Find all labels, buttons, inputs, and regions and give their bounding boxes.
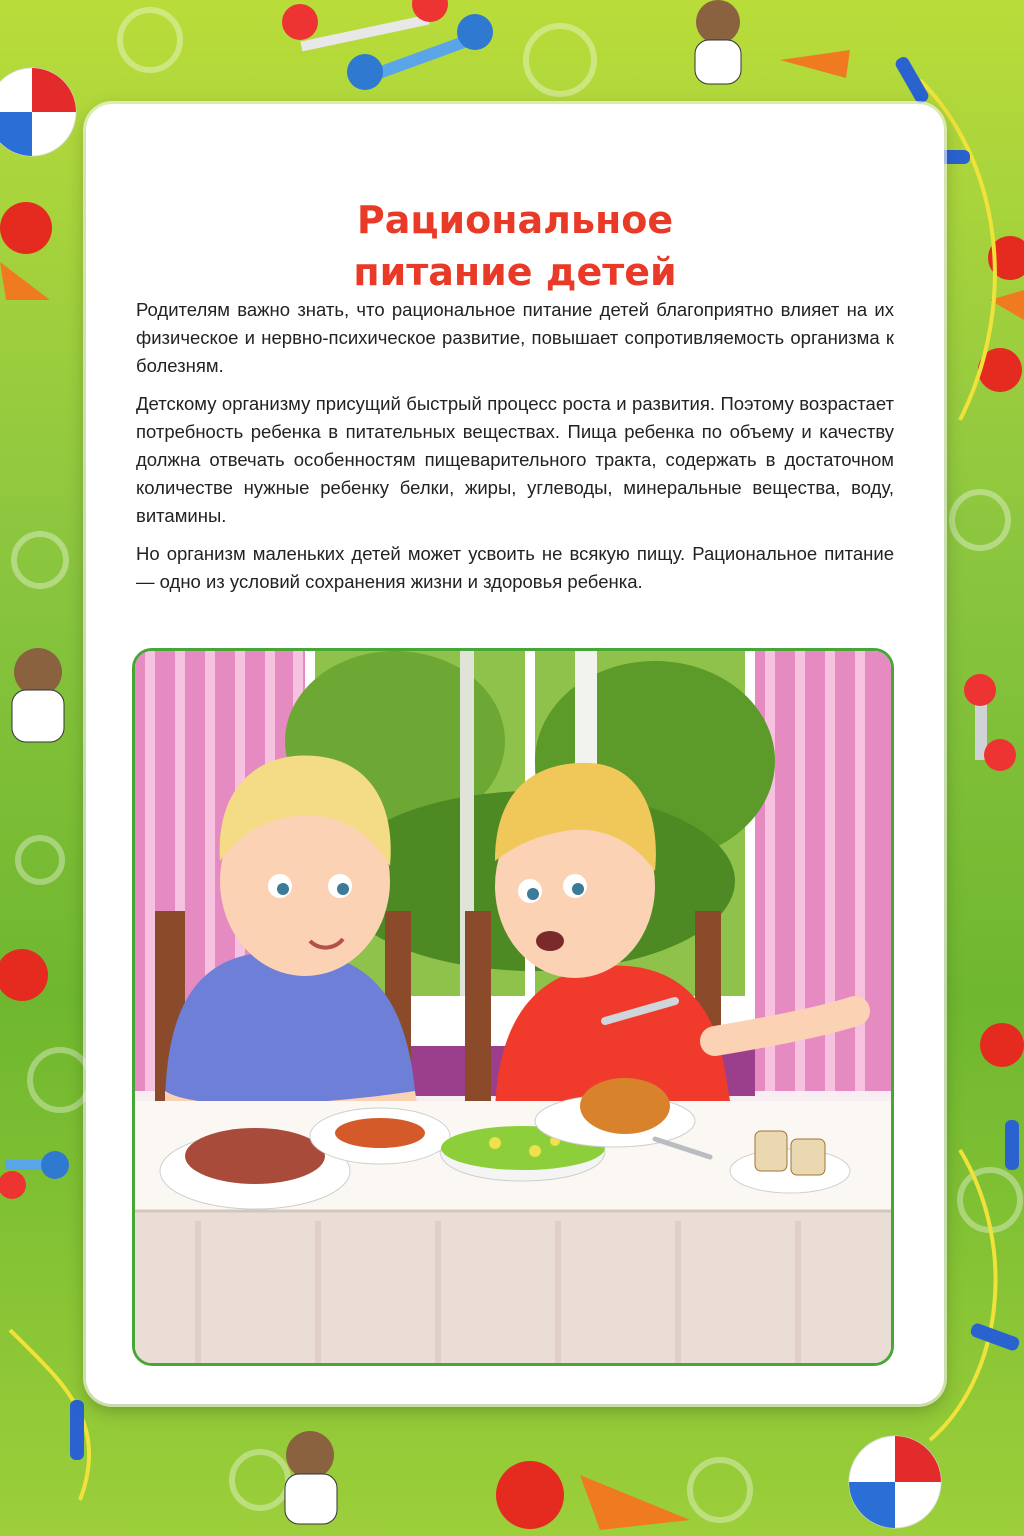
title-line-2: питание детей bbox=[353, 250, 677, 294]
illustration-boys-eating bbox=[132, 648, 894, 1366]
content-card bbox=[86, 104, 944, 1404]
beach-ball-icon bbox=[849, 1436, 941, 1528]
illustration-svg bbox=[135, 651, 891, 1363]
beach-ball-icon bbox=[0, 68, 76, 156]
paragraph-1: Родителям важно знать, что рациональное питание детей благоприятно влияет на их физическое и нервно-психическое развитие, повышает сопротивляемость организма к болезням. bbox=[136, 299, 894, 376]
title-line-1: Рациональное bbox=[356, 198, 674, 242]
article-body bbox=[136, 296, 894, 606]
chair-right bbox=[465, 911, 491, 1121]
dumbbell-icon bbox=[282, 0, 448, 51]
page-title bbox=[86, 194, 944, 298]
paragraph-2: Детскому организму присущий быстрый процесс роста и развития. Поэтому возрастает потребность ребенка в питательных веществах. Пища ребенка по объему и качеству должна отвечать особенностям пищеварительного тракта, содержать в достаточном количестве нужные ребенку белки, жиры, углеводы, минеральные вещества, воду, витамины. bbox=[136, 393, 894, 526]
plate-vegetables bbox=[310, 1108, 450, 1164]
paragraph-3: Но организм маленьких детей может усвоить не всякую пищу. Рациональное питание — одно из условий сохранения жизни и здоровья ребенка. bbox=[136, 543, 894, 592]
dumbbell-icon bbox=[0, 1151, 69, 1199]
dumbbell-icon bbox=[964, 674, 1016, 771]
dumbbell-icon bbox=[347, 14, 493, 90]
